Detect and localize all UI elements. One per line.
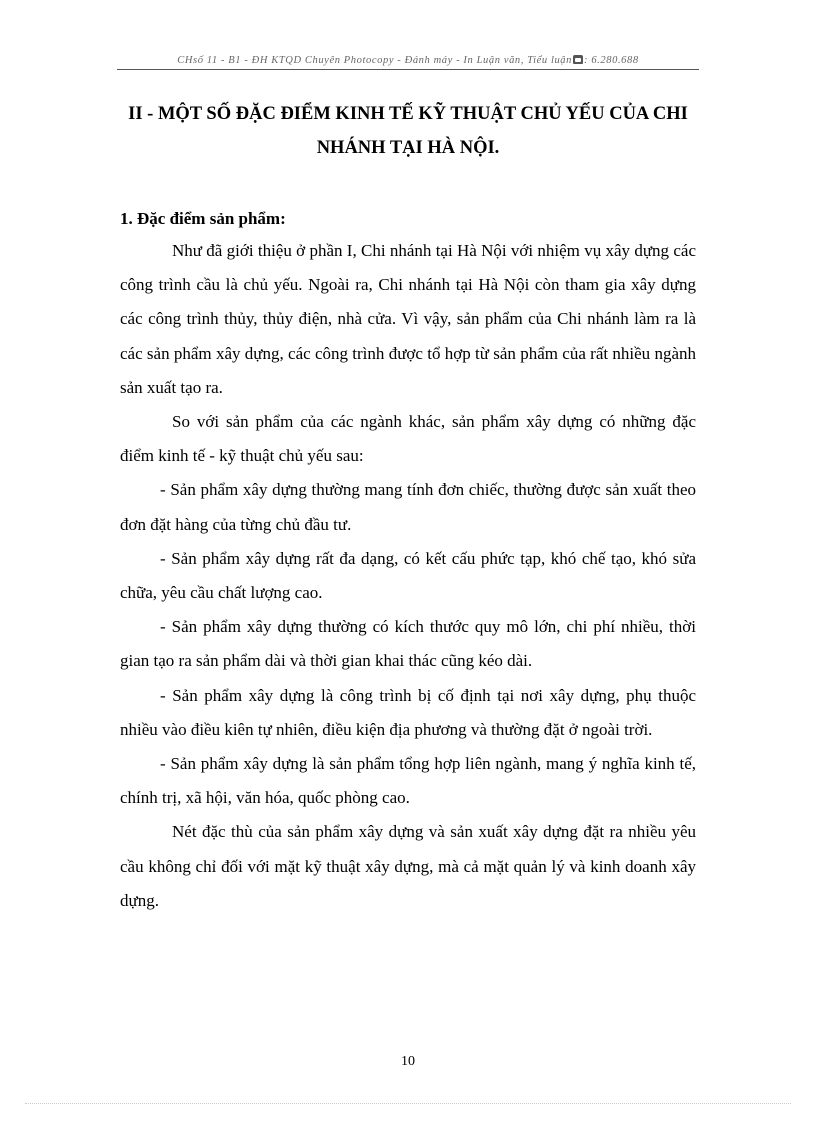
telephone-icon	[573, 55, 583, 64]
bullet-item: - Sản phẩm xây dựng là sản phẩm tổng hợp liên ngành, mang ý nghĩa kinh tế, chính trị, xã hội, văn hóa, quốc phòng cao.	[120, 754, 696, 808]
section-heading: 1. Đặc điểm sản phẩm:	[120, 209, 286, 228]
page-number: 10	[401, 1054, 415, 1069]
page-header	[117, 53, 699, 70]
bullet-item: - Sản phẩm xây dựng thường có kích thước quy mô lớn, chi phí nhiều, thời gian tạo ra sản phẩm dài và thời gian khai thác cũng kéo dài.	[120, 617, 696, 671]
paragraph-intro: Như đã giới thiệu ở phần I, Chi nhánh tại Hà Nội với nhiệm vụ xây dựng các công trình cầu là chủ yếu. Ngoài ra, Chi nhánh tại Hà Nội còn tham gia xây dựng các công trình thủy, thủy điện, nhà cửa. Vì vậy, sản phẩm của Chi nhánh làm ra là các sản phẩm xây dựng, các công trình được tổ hợp từ sản phẩm của rất nhiều ngành sản xuất tạo ra.	[120, 241, 696, 397]
section-body	[120, 234, 696, 918]
bullet-item: - Sản phẩm xây dựng rất đa dạng, có kết cấu phức tạp, khó chế tạo, khó sửa chữa, yêu cầu chất lượng cao.	[120, 548, 696, 603]
bullet-item: - Sản phẩm xây dựng thường mang tính đơn chiếc, thường được sản xuất theo đơn đặt hàng của từng chủ đầu tư.	[120, 480, 696, 534]
header-text: CHsố 11 - B1 - ĐH KTQD Chuyên Photocopy - Đánh máy - In Luận văn, Tiểu luận	[177, 55, 573, 66]
paragraph-comparison: So với sản phẩm của các ngành khác, sản phẩm xây dựng có những đặc điểm kinh tế - kỹ thuật chủ yếu sau:	[120, 412, 696, 466]
header-phone-number: : 6.280.688	[584, 55, 639, 66]
chapter-title-line-1: II - MỘT SỐ ĐẶC ĐIỂM KINH TẾ KỸ THUẬT CHỦ YẾU CỦA CHI	[128, 104, 688, 124]
bullet-item: - Sản phẩm xây dựng là công trình bị cố định tại nơi xây dựng, phụ thuộc nhiều vào điều kiên tự nhiên, điều kiện địa phương và thường đặt ở ngoài trời.	[120, 685, 696, 739]
chapter-title-line-2: NHÁNH TẠI HÀ NỘI.	[316, 138, 500, 158]
paragraph-conclusion: Nét đặc thù của sản phẩm xây dựng và sản xuất xây dựng đặt ra nhiều yêu cầu không chỉ đối với mặt kỹ thuật xây dựng, mà cả mặt quản lý và kinh doanh xây dựng.	[120, 822, 696, 910]
footer-divider	[25, 1103, 791, 1104]
